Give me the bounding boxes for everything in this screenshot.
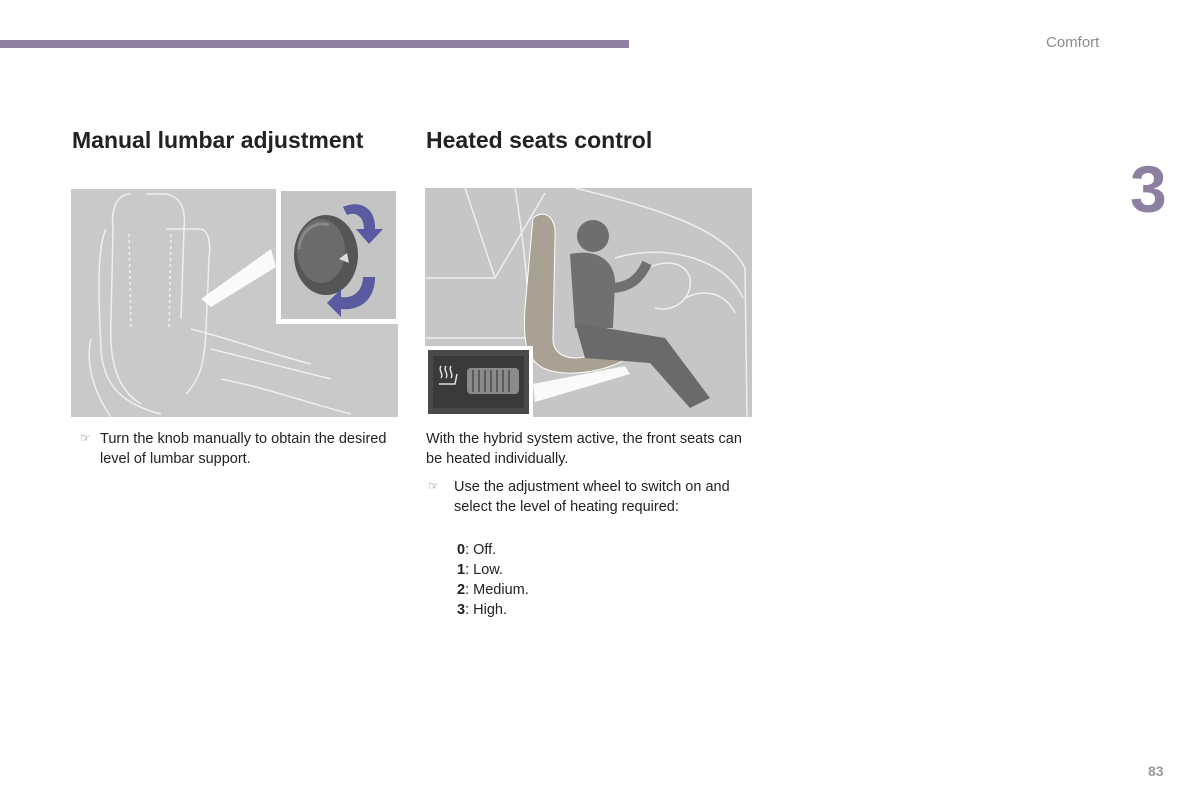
header-bar (0, 40, 629, 48)
pointing-hand-icon: ☞ (428, 479, 439, 493)
heating-level-item: 0: Off. (457, 542, 497, 558)
pointing-hand-icon: ☞ (80, 431, 91, 445)
lumbar-illustration (71, 189, 398, 417)
heated-seats-illustration (425, 188, 752, 417)
heating-level-item: 1: Low. (457, 562, 503, 578)
heating-levels-list (457, 540, 529, 620)
chapter-number: 3 (1130, 152, 1167, 226)
heating-wheel-icon (467, 368, 519, 394)
section-title: Comfort (1046, 34, 1100, 51)
lumbar-instruction: Turn the knob manually to obtain the desired level of lumbar support. (100, 431, 387, 467)
heating-level-item: 2: Medium. (457, 582, 529, 598)
lumbar-knob-icon (294, 215, 358, 295)
lumbar-title: Manual lumbar adjustment (72, 127, 364, 153)
heated-instruction: Use the adjustment wheel to switch on and select the level of heating required: (454, 479, 730, 515)
heating-level-item: 3: High. (457, 602, 507, 618)
heated-intro: With the hybrid system active, the front seats can be heated individually. (426, 431, 742, 467)
heated-seats-title: Heated seats control (426, 127, 653, 153)
page-number: 83 (1148, 763, 1164, 779)
